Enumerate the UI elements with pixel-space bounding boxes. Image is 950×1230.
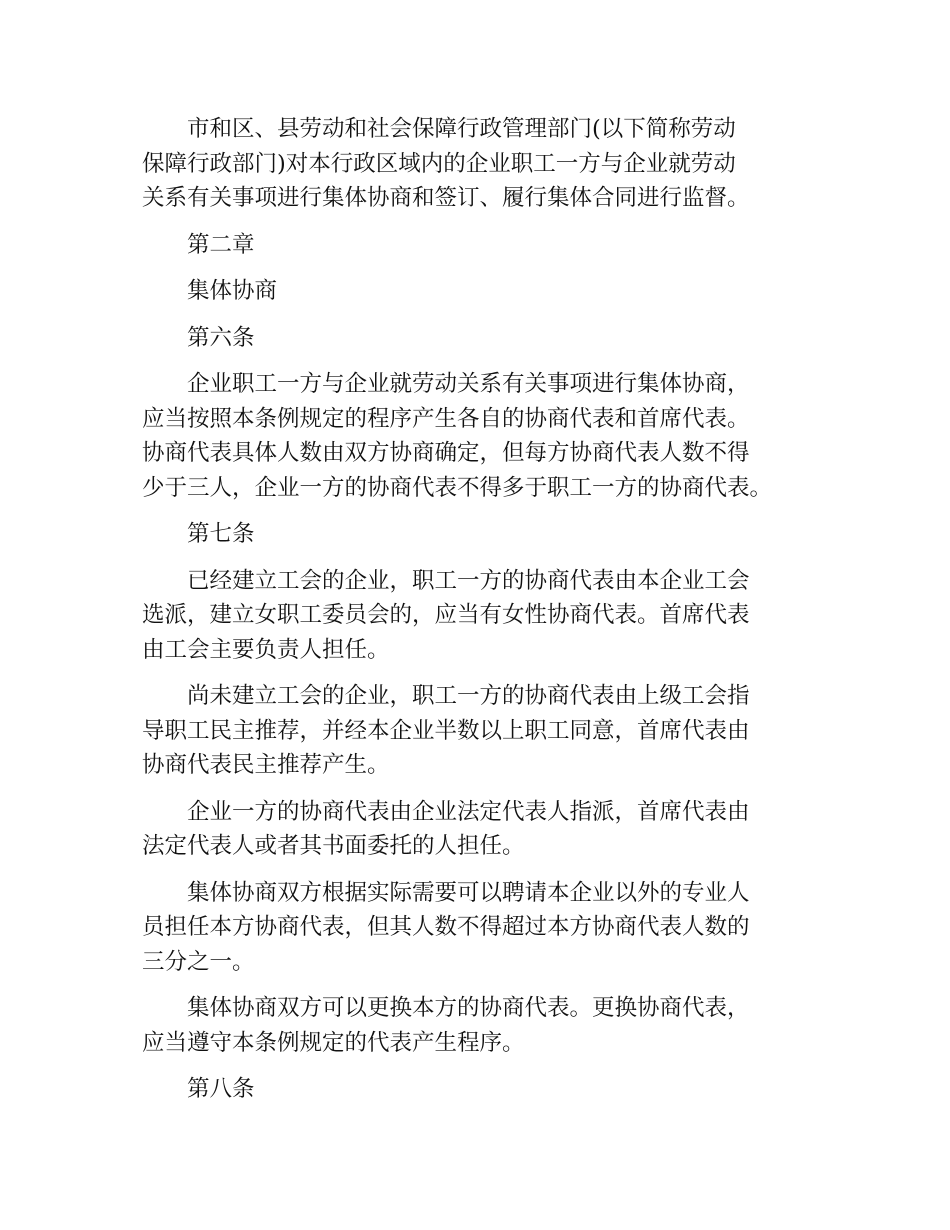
- article-7-paragraph-2: 尚未建立工会的企业，职工一方的协商代表由上级工会指 导职工民主推荐，并经本企业半数以上职工同意，首席代表由 协商代表民主推荐产生。: [142, 683, 750, 778]
- article-8-heading: 第八条: [187, 1076, 255, 1102]
- article-7-paragraph-1: 已经建立工会的企业，职工一方的协商代表由本企业工会 选派，建立女职工委员会的，应当有女性协商代表。首席代表 由工会主要负责人担任。: [142, 567, 750, 663]
- chapter-number: 第二章: [187, 231, 255, 258]
- document-page: [142, 112, 842, 1119]
- article-7-paragraph-5: 集体协商双方可以更换本方的协商代表。更换协商代表， 应当遵守本条例规定的代表产生程序。: [142, 995, 750, 1056]
- paragraph-supervision: 市和区、县劳动和社会保障行政管理部门(以下简称劳动 保障行政部门)对本行政区域内的企业职工一方与企业就劳动 关系有关事项进行集体协商和签订、履行集体合同进行监督。: [142, 116, 750, 211]
- article-6-paragraph: 企业职工一方与企业就劳动关系有关事项进行集体协商， 应当按照本条例规定的程序产生各自的协商代表和首席代表。 协商代表具体人数由双方协商确定，但每方协商代表人数不得 少于三人，企业一方的协商代表不得多于职工一方的协商代表。: [142, 371, 773, 501]
- chapter-title: 集体协商: [187, 278, 278, 304]
- article-7-paragraph-4: 集体协商双方根据实际需要可以聘请本企业以外的专业人 员担任本方协商代表，但其人数不得超过本方协商代表人数的 三分之一。: [142, 879, 750, 975]
- article-7-heading: 第七条: [187, 521, 255, 547]
- article-7-paragraph-3: 企业一方的协商代表由企业法定代表人指派，首席代表由 法定代表人或者其书面委托的人担任。: [142, 798, 750, 859]
- article-6-heading: 第六条: [187, 324, 255, 351]
